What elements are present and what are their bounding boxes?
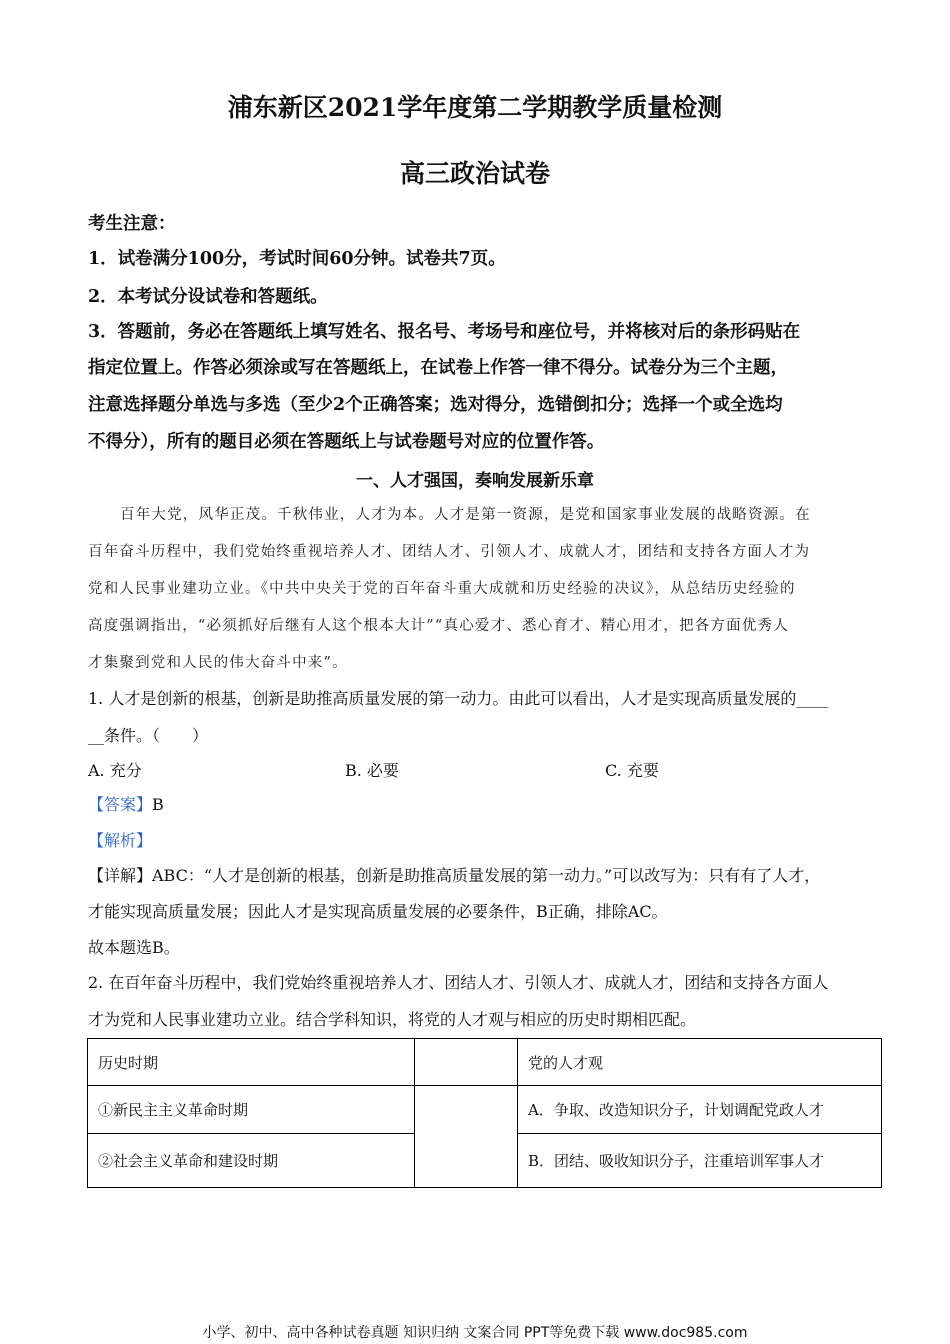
- conclusion: 故本题选B。: [88, 938, 180, 957]
- exam-subtitle: 高三政治试卷: [399, 159, 550, 188]
- table-spacer-cell: [415, 1039, 518, 1086]
- exam-title: 浦东新区2021学年度第二学期教学质量检测: [227, 93, 723, 122]
- question-1-stem-cont: __条件。（ ）: [88, 726, 209, 745]
- table-cell-period: ①新民主主义革命时期: [88, 1086, 415, 1134]
- passage-line: 才集聚到党和人民的伟大奋斗中来”。: [88, 655, 348, 671]
- footer-text: 小学、初中、高中各种试卷真题 知识归纳 文案合同 PPT等免费下载 www.doc985.com: [202, 1325, 748, 1341]
- question-1-option-b: B. 必要: [345, 761, 399, 780]
- table-header-row: [88, 1039, 882, 1086]
- table-cell-view: B．团结、吸收知识分子，注重培训军事人才: [518, 1134, 882, 1188]
- notice-line: 不得分），所有的题目必须在答题纸上与试卷题号对应的位置作答。: [88, 432, 605, 452]
- passage-line: 党和人民事业建功立业。《中共中央关于党的百年奋斗重大成就和历史经验的决议》，从总结历史经验的: [88, 581, 796, 597]
- notice-line: 3．答题前，务必在答题纸上填写姓名、报名号、考场号和座位号，并将核对后的条形码贴在: [88, 322, 801, 342]
- notice-heading: 考生注意：: [88, 214, 176, 234]
- notice-line: 2．本考试分设试卷和答题纸。: [88, 287, 328, 307]
- question-1-stem: 1. 人才是创新的根基，创新是助推高质量发展的第一动力。由此可以看出，人才是实现高质量发展的____: [88, 689, 829, 708]
- question-1-option-a: A. 充分: [88, 761, 142, 780]
- table-cell-period: ②社会主义革命和建设时期: [88, 1134, 415, 1188]
- matching-table: [87, 1038, 882, 1188]
- detail-line: 【详解】ABC：“人才是创新的根基，创新是助推高质量发展的第一动力。”可以改写为：只有有了人才，: [88, 866, 821, 885]
- table-row: [88, 1086, 882, 1134]
- table-header-left: 历史时期: [88, 1039, 415, 1086]
- detail-line: 才能实现高质量发展；因此人才是实现高质量发展的必要条件，B正确，排除AC。: [88, 902, 668, 921]
- passage-line: 高度强调指出，“必须抓好后继有人这个根本大计”“真心爱才、悉心育才、精心用才，把各方面优秀人: [88, 618, 789, 634]
- question-2-stem: 2. 在百年奋斗历程中，我们党始终重视培养人才、团结人才、引领人才、成就人才，团结和支持各方面人: [88, 973, 829, 992]
- notice-line: 1．试卷满分100分，考试时间60分钟。试卷共7页。: [88, 249, 506, 269]
- passage-line: 百年奋斗历程中，我们党始终重视培养人才、团结人才、引领人才、成就人才，团结和支持各方面人才为: [88, 544, 811, 560]
- notice-line: 注意选择题分单选与多选（至少2个正确答案；选对得分，选错倒扣分；选择一个或全选均: [88, 395, 783, 415]
- section-title: 一、人才强国，奏响发展新乐章: [356, 471, 594, 491]
- table-spacer-cell: [415, 1086, 518, 1188]
- table-cell-view: A．争取、改造知识分子，计划调配党政人才: [518, 1086, 882, 1134]
- analysis-label: 【解析】: [88, 831, 153, 850]
- answer-row: [88, 792, 164, 815]
- answer-label: 【答案】: [88, 795, 153, 814]
- passage-line: 百年大党，风华正茂。千秋伟业，人才为本。人才是第一资源，是党和国家事业发展的战略资源。在: [120, 507, 811, 523]
- question-1-option-c: C. 充要: [605, 761, 659, 780]
- answer-value: B: [152, 795, 164, 814]
- question-2-stem-cont: 才为党和人民事业建功立业。结合学科知识，将党的人才观与相应的历史时期相匹配。: [88, 1010, 697, 1029]
- notice-line: 指定位置上。作答必须涂或写在答题纸上，在试卷上作答一律不得分。试卷分为三个主题，: [88, 358, 788, 378]
- table-header-right: 党的人才观: [518, 1039, 882, 1086]
